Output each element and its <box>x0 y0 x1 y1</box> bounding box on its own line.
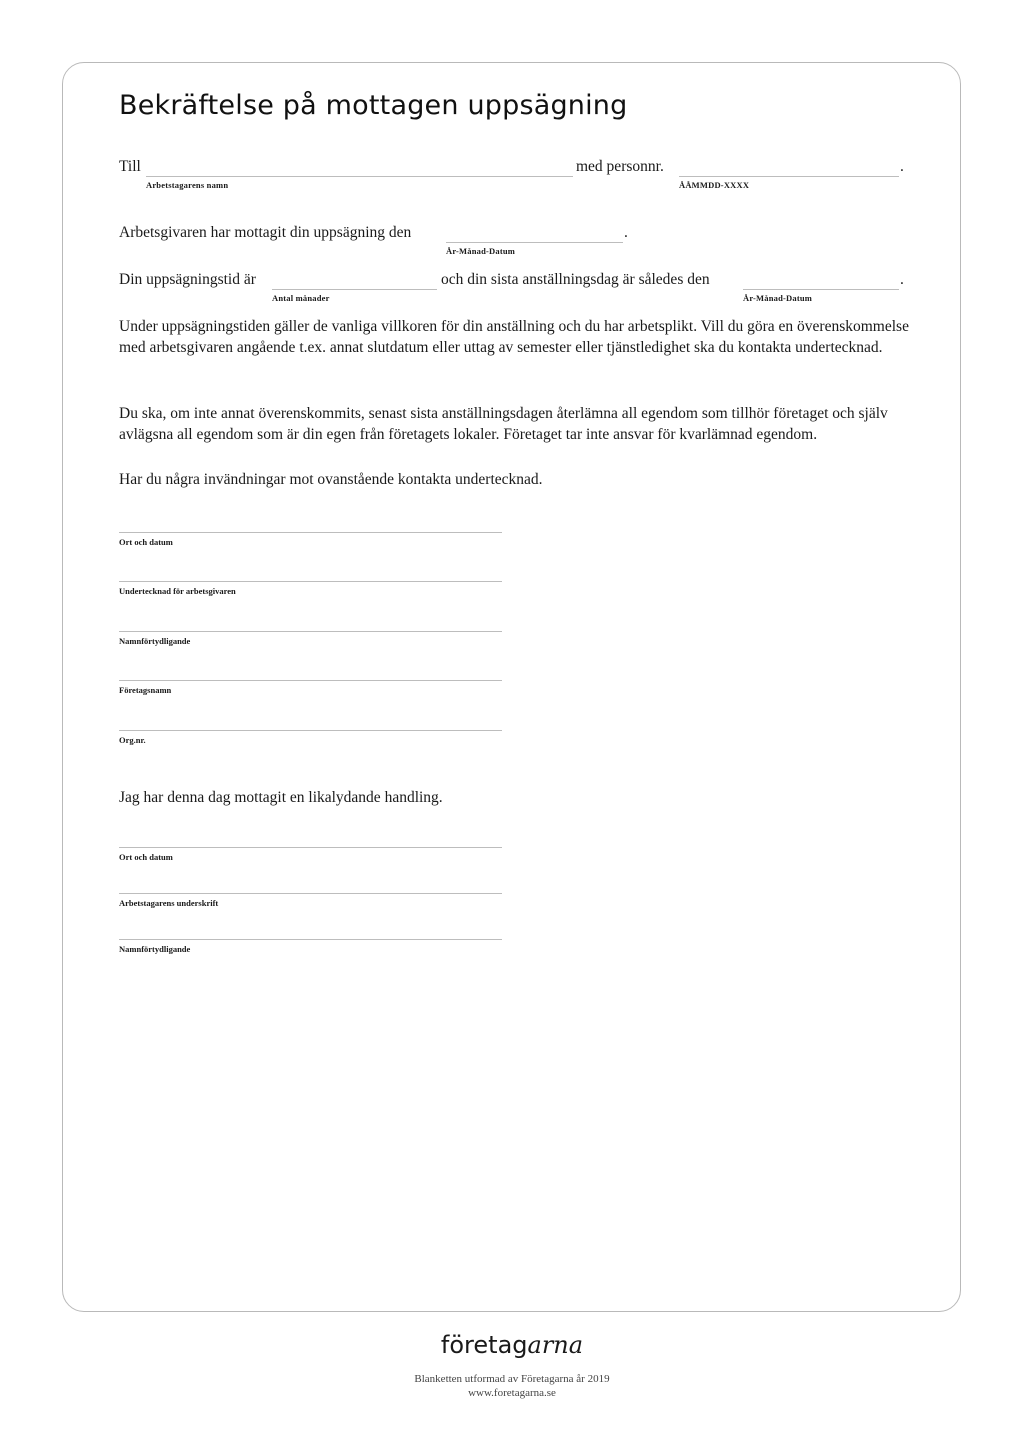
footer-url: www.foretagarna.se <box>468 1387 556 1399</box>
terms-paragraph: Under uppsägningstiden gäller de vanliga villkoren för din anställning och du har arbetsplikt. Vill du göra en överenskommelse med arbetsgivaren angående t.ex. annat slutdatum eller uttag av semester eller tjänstledighet ska du kontakta undertecknad. <box>119 318 909 356</box>
logo-text-part1: företag <box>440 1331 528 1359</box>
signature-line <box>119 680 502 681</box>
notice-months-field[interactable] <box>272 289 437 290</box>
employee-name-clarification-field[interactable] <box>119 939 502 963</box>
field-label: Ort och datum <box>119 537 173 547</box>
form-title: Bekräftelse på mottagen uppsägning <box>119 90 628 121</box>
row3-period: . <box>900 271 904 288</box>
employee-place-date-field[interactable] <box>119 847 502 871</box>
notice-date-field[interactable] <box>446 242 623 243</box>
field-label: Org.nr. <box>119 735 146 745</box>
footer-credit: Blanketten utformad av Företagarna år 2019 <box>414 1373 610 1385</box>
till-label: Till <box>119 158 141 175</box>
objections-paragraph: Har du några invändningar mot ovanstående kontakta undertecknad. <box>119 471 543 488</box>
property-paragraph: Du ska, om inte annat överenskommits, senast sista anställningsdagen återlämna all egendom som tillhör företaget och själv avlägsna all egendom som är din egen från företagets lokaler. Företaget tar inte ansvar för kvarlämnad egendom. <box>119 405 888 443</box>
field-label: Ort och datum <box>119 852 173 862</box>
employer-place-date-field[interactable] <box>119 532 502 556</box>
employee-name-field[interactable] <box>146 176 573 177</box>
recipient-row <box>119 158 906 198</box>
field-label: Företagsnamn <box>119 685 172 695</box>
signature-line <box>119 847 502 848</box>
personnr-field[interactable] <box>679 176 899 177</box>
notice-period-row <box>119 271 906 311</box>
row2-period: . <box>624 224 628 241</box>
last-day-text: och din sista anställningsdag är således den <box>441 271 710 288</box>
row1-period: . <box>900 158 904 175</box>
logo-text-part2: arna <box>527 1331 584 1359</box>
notice-date-row <box>119 224 906 264</box>
notice-period-text: Din uppsägningstid är <box>119 271 256 288</box>
personnr-caption: ÅÅMMDD-XXXX <box>679 180 750 190</box>
notice-date-caption: År-Månad-Datum <box>446 246 516 256</box>
receipt-statement: Jag har denna dag mottagit en likalydande handling. <box>119 789 443 806</box>
org-number-field[interactable] <box>119 730 502 754</box>
employer-signature-field[interactable] <box>119 581 502 605</box>
field-label: Arbetstagarens underskrift <box>119 898 219 908</box>
signature-line <box>119 532 502 533</box>
employee-signature-field[interactable] <box>119 893 502 917</box>
field-label: Undertecknad för arbetsgivaren <box>119 586 236 596</box>
foretagarna-logo <box>0 1331 1024 1359</box>
notice-received-text: Arbetsgivaren har mottagit din uppsägning den <box>119 224 412 241</box>
notice-months-caption: Antal månader <box>272 293 330 303</box>
last-day-caption: År-Månad-Datum <box>743 293 813 303</box>
last-day-field[interactable] <box>743 289 899 290</box>
field-label: Namnförtydligande <box>119 944 191 954</box>
signature-line <box>119 730 502 731</box>
signature-line <box>119 581 502 582</box>
field-label: Namnförtydligande <box>119 636 191 646</box>
employer-name-clarification-field[interactable] <box>119 631 502 655</box>
signature-line <box>119 893 502 894</box>
signature-line <box>119 631 502 632</box>
employee-name-caption: Arbetstagarens namn <box>146 180 229 190</box>
personnr-label: med personnr. <box>576 158 664 175</box>
signature-line <box>119 939 502 940</box>
company-name-field[interactable] <box>119 680 502 704</box>
